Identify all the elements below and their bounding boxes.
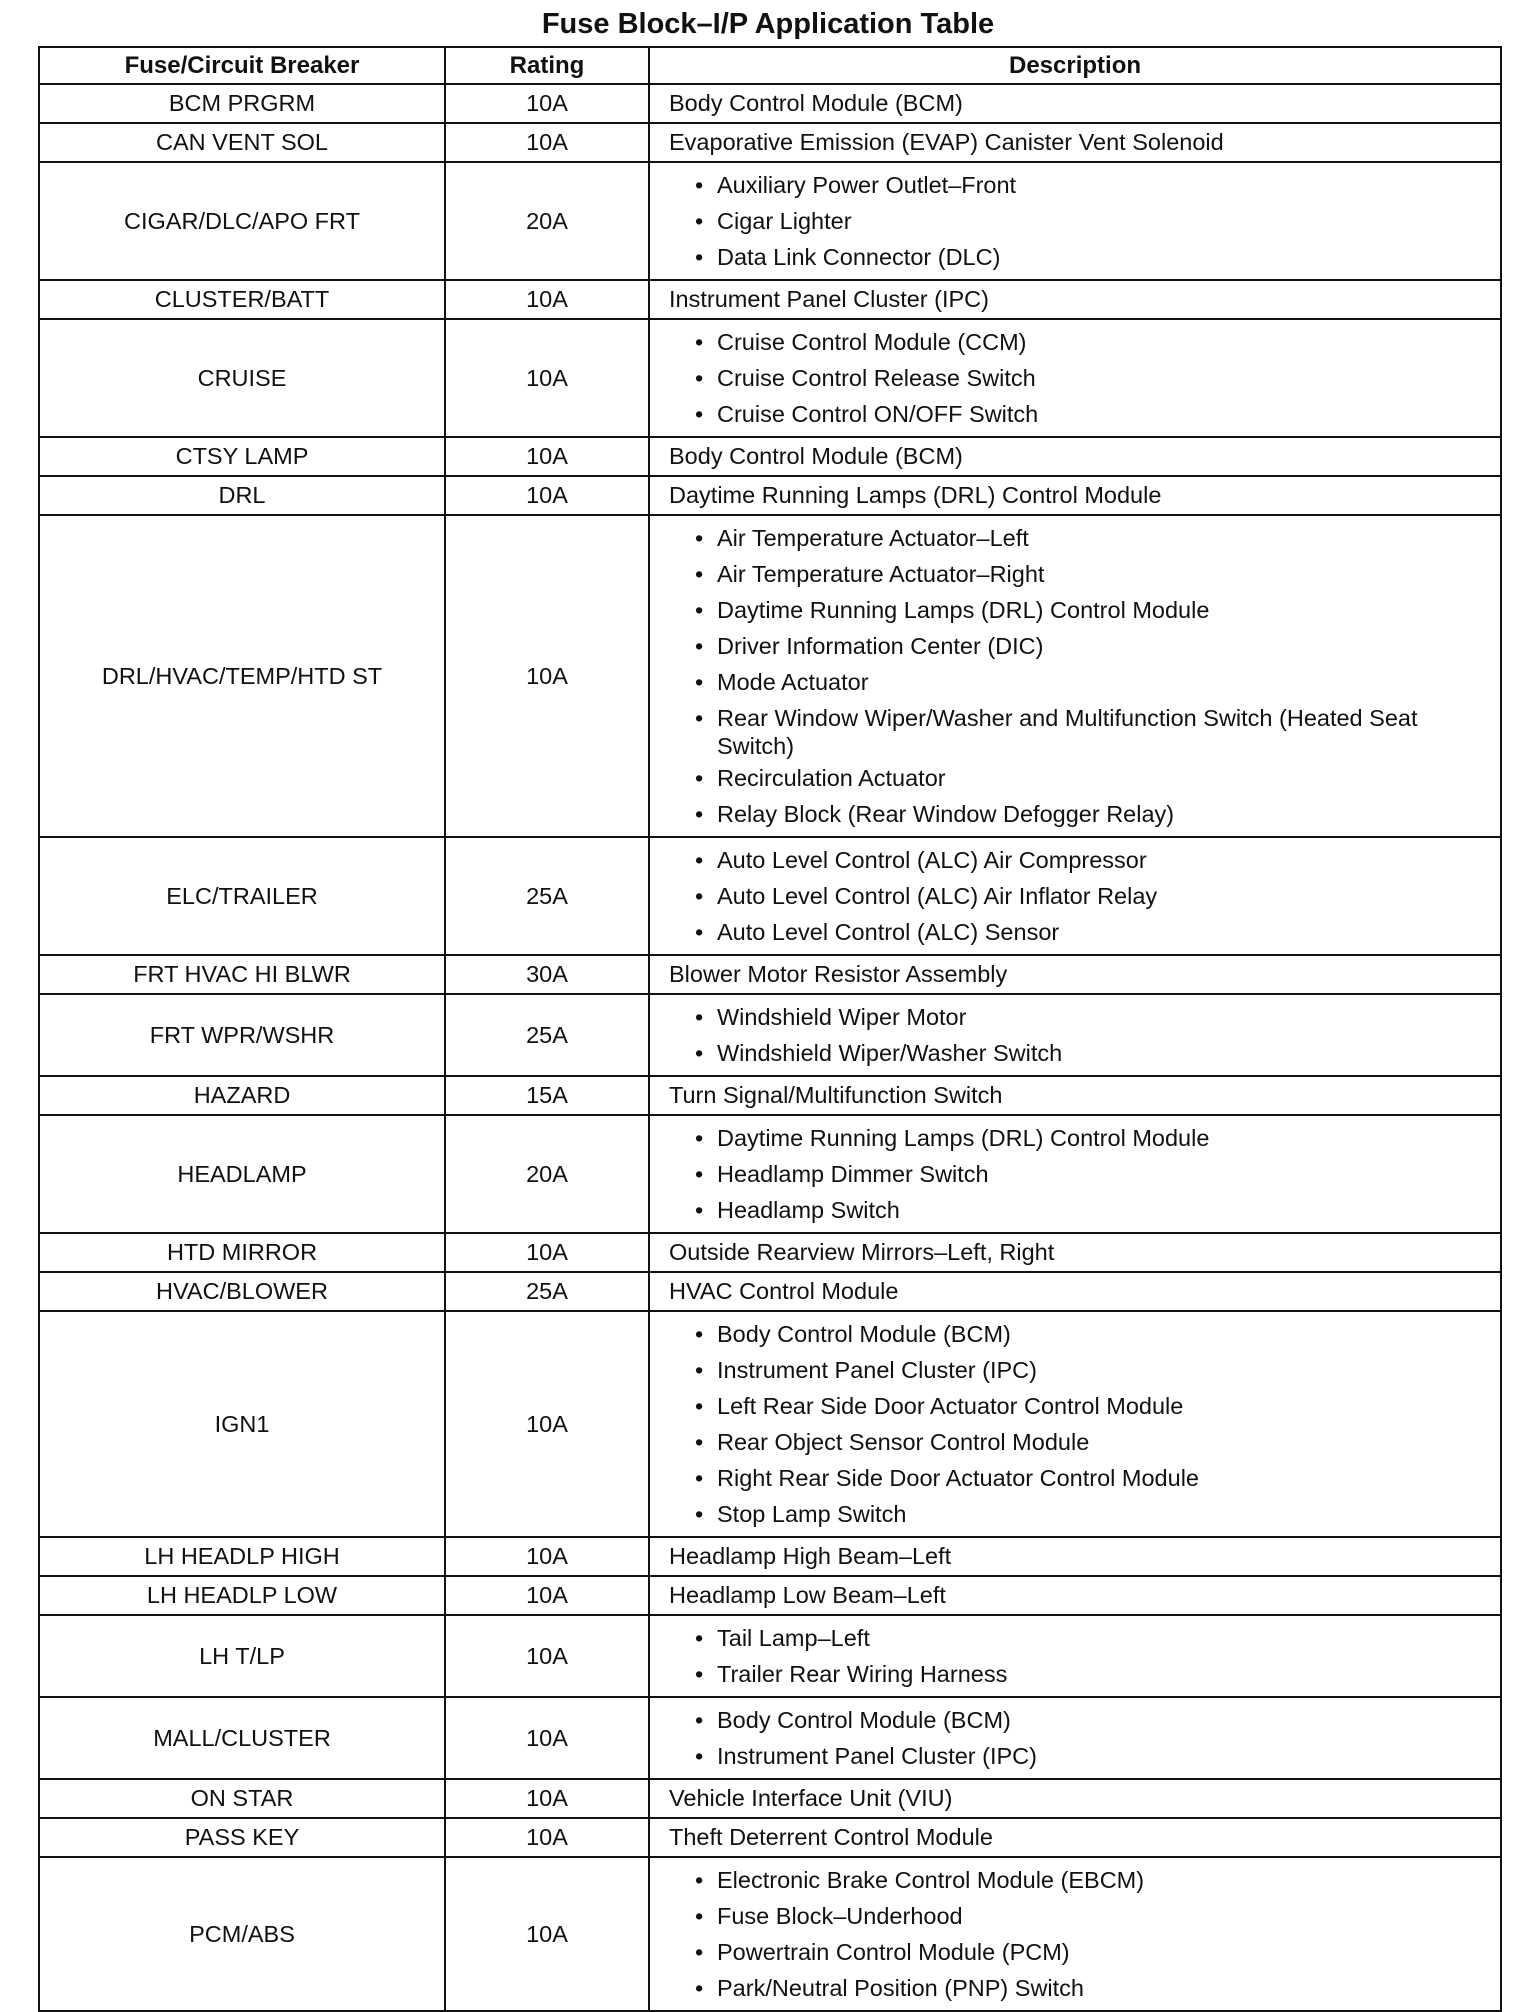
description-list-item: • Driver Information Center (DIC): [695, 628, 1490, 664]
description-cell: Turn Signal/Multifunction Switch: [649, 1076, 1501, 1115]
table-row: [39, 837, 1501, 955]
fuse-name-cell: CAN VENT SOL: [39, 123, 445, 162]
rating-cell: 10A: [445, 123, 649, 162]
description-cell: [649, 515, 1501, 837]
description-list-item: • Data Link Connector (DLC): [695, 239, 1490, 275]
table-row: [39, 1615, 1501, 1697]
description-list-item: • Stop Lamp Switch: [695, 1496, 1490, 1532]
description-cell: [649, 1115, 1501, 1233]
description-cell: Theft Deterrent Control Module: [649, 1818, 1501, 1857]
fuse-name-cell: LH T/LP: [39, 1615, 445, 1697]
rating-cell: 25A: [445, 837, 649, 955]
description-list-item: • Recirculation Actuator: [695, 760, 1490, 796]
table-body: [39, 84, 1501, 2011]
description-list-item: • Powertrain Control Module (PCM): [695, 1934, 1490, 1970]
rating-cell: 10A: [445, 1818, 649, 1857]
description-cell: Body Control Module (BCM): [649, 84, 1501, 123]
fuse-name-cell: HAZARD: [39, 1076, 445, 1115]
description-list-item: • Park/Neutral Position (PNP) Switch: [695, 1970, 1490, 2006]
fuse-name-cell: MALL/CLUSTER: [39, 1697, 445, 1779]
fuse-name-cell: IGN1: [39, 1311, 445, 1537]
description-list: [669, 838, 1490, 954]
rating-cell: 25A: [445, 1272, 649, 1311]
description-list: [669, 1858, 1490, 2010]
table-row: [39, 1537, 1501, 1576]
description-list-item: • Auto Level Control (ALC) Air Compressor: [695, 842, 1490, 878]
fuse-name-cell: HTD MIRROR: [39, 1233, 445, 1272]
rating-cell: 30A: [445, 955, 649, 994]
description-cell: [649, 1857, 1501, 2011]
description-cell: Blower Motor Resistor Assembly: [649, 955, 1501, 994]
fuse-application-table: [38, 46, 1502, 2012]
description-list-item: • Instrument Panel Cluster (IPC): [695, 1352, 1490, 1388]
table-row: [39, 162, 1501, 280]
table-row: [39, 280, 1501, 319]
table-row: [39, 1818, 1501, 1857]
description-list-item: • Headlamp Switch: [695, 1192, 1490, 1228]
fuse-name-cell: DRL/HVAC/TEMP/HTD ST: [39, 515, 445, 837]
description-cell: [649, 837, 1501, 955]
description-list-item: • Instrument Panel Cluster (IPC): [695, 1738, 1490, 1774]
header-description: Description: [649, 47, 1501, 84]
rating-cell: 10A: [445, 1537, 649, 1576]
rating-cell: 20A: [445, 162, 649, 280]
fuse-name-cell: CRUISE: [39, 319, 445, 437]
table-row: [39, 84, 1501, 123]
fuse-name-cell: HVAC/BLOWER: [39, 1272, 445, 1311]
description-cell: Evaporative Emission (EVAP) Canister Vent Solenoid: [649, 123, 1501, 162]
description-list-item: • Daytime Running Lamps (DRL) Control Module: [695, 1120, 1490, 1156]
description-list: [669, 1116, 1490, 1232]
description-list-item: • Left Rear Side Door Actuator Control Module: [695, 1388, 1490, 1424]
table-row: [39, 1311, 1501, 1537]
table-row: [39, 1779, 1501, 1818]
description-list-item: • Cruise Control Release Switch: [695, 360, 1490, 396]
description-cell: [649, 1311, 1501, 1537]
description-cell: [649, 1697, 1501, 1779]
table-row: [39, 437, 1501, 476]
fuse-name-cell: BCM PRGRM: [39, 84, 445, 123]
description-list-item: • Body Control Module (BCM): [695, 1702, 1490, 1738]
header-fuse: Fuse/Circuit Breaker: [39, 47, 445, 84]
description-list-item: • Fuse Block–Underhood: [695, 1898, 1490, 1934]
rating-cell: 10A: [445, 84, 649, 123]
description-list: [669, 1616, 1490, 1696]
description-list: [669, 320, 1490, 436]
description-list-item: • Auto Level Control (ALC) Sensor: [695, 914, 1490, 950]
table-row: [39, 1233, 1501, 1272]
rating-cell: 10A: [445, 1697, 649, 1779]
fuse-name-cell: FRT WPR/WSHR: [39, 994, 445, 1076]
description-list: [669, 1312, 1490, 1536]
description-cell: [649, 162, 1501, 280]
description-list-item: • Windshield Wiper/Washer Switch: [695, 1035, 1490, 1071]
table-row: [39, 123, 1501, 162]
rating-cell: 10A: [445, 319, 649, 437]
fuse-name-cell: CIGAR/DLC/APO FRT: [39, 162, 445, 280]
rating-cell: 10A: [445, 476, 649, 515]
description-list-item: • Mode Actuator: [695, 664, 1490, 700]
description-list-item: • Trailer Rear Wiring Harness: [695, 1656, 1490, 1692]
table-row: [39, 1697, 1501, 1779]
rating-cell: 20A: [445, 1115, 649, 1233]
table-row: [39, 1115, 1501, 1233]
description-list: [669, 995, 1490, 1075]
description-cell: Headlamp High Beam–Left: [649, 1537, 1501, 1576]
description-list-item: • Right Rear Side Door Actuator Control Module: [695, 1460, 1490, 1496]
fuse-name-cell: LH HEADLP LOW: [39, 1576, 445, 1615]
table-row: [39, 1076, 1501, 1115]
table-row: [39, 1576, 1501, 1615]
table-row: [39, 319, 1501, 437]
rating-cell: 25A: [445, 994, 649, 1076]
description-list-item: • Headlamp Dimmer Switch: [695, 1156, 1490, 1192]
description-list: [669, 516, 1490, 836]
page-title: Fuse Block–I/P Application Table: [541, 8, 995, 40]
description-list-item: • Daytime Running Lamps (DRL) Control Module: [695, 592, 1490, 628]
description-cell: Daytime Running Lamps (DRL) Control Module: [649, 476, 1501, 515]
description-cell: [649, 319, 1501, 437]
table-row: [39, 476, 1501, 515]
rating-cell: 10A: [445, 280, 649, 319]
rating-cell: 10A: [445, 515, 649, 837]
rating-cell: 10A: [445, 1311, 649, 1537]
description-list-item: • Auto Level Control (ALC) Air Inflator Relay: [695, 878, 1490, 914]
rating-cell: 10A: [445, 1615, 649, 1697]
rating-cell: 10A: [445, 1857, 649, 2011]
description-cell: [649, 1615, 1501, 1697]
description-cell: [649, 994, 1501, 1076]
table-row: [39, 1272, 1501, 1311]
header-rating: Rating: [445, 47, 649, 84]
description-list-item: • Rear Object Sensor Control Module: [695, 1424, 1490, 1460]
fuse-name-cell: ELC/TRAILER: [39, 837, 445, 955]
table-header-row: [39, 47, 1501, 84]
description-list-item: • Electronic Brake Control Module (EBCM): [695, 1862, 1490, 1898]
description-cell: Vehicle Interface Unit (VIU): [649, 1779, 1501, 1818]
description-list: [669, 163, 1490, 279]
description-list-item: • Auxiliary Power Outlet–Front: [695, 167, 1490, 203]
table-row: [39, 515, 1501, 837]
rating-cell: 10A: [445, 1576, 649, 1615]
rating-cell: 15A: [445, 1076, 649, 1115]
fuse-name-cell: CTSY LAMP: [39, 437, 445, 476]
table-row: [39, 994, 1501, 1076]
description-cell: Outside Rearview Mirrors–Left, Right: [649, 1233, 1501, 1272]
fuse-name-cell: HEADLAMP: [39, 1115, 445, 1233]
rating-cell: 10A: [445, 1779, 649, 1818]
rating-cell: 10A: [445, 437, 649, 476]
fuse-name-cell: FRT HVAC HI BLWR: [39, 955, 445, 994]
description-list-item: • Cigar Lighter: [695, 203, 1490, 239]
rating-cell: 10A: [445, 1233, 649, 1272]
table-row: [39, 955, 1501, 994]
description-list: [669, 1698, 1490, 1778]
fuse-name-cell: LH HEADLP HIGH: [39, 1537, 445, 1576]
description-list-item: • Tail Lamp–Left: [695, 1620, 1490, 1656]
description-list-item: • Body Control Module (BCM): [695, 1316, 1490, 1352]
description-list-item: • Air Temperature Actuator–Right: [695, 556, 1490, 592]
description-cell: Body Control Module (BCM): [649, 437, 1501, 476]
description-list-item: • Relay Block (Rear Window Defogger Relay): [695, 796, 1490, 832]
description-list-item: • Air Temperature Actuator–Left: [695, 520, 1490, 556]
fuse-name-cell: PASS KEY: [39, 1818, 445, 1857]
description-cell: Headlamp Low Beam–Left: [649, 1576, 1501, 1615]
fuse-name-cell: ON STAR: [39, 1779, 445, 1818]
fuse-name-cell: DRL: [39, 476, 445, 515]
description-list-item: • Windshield Wiper Motor: [695, 999, 1490, 1035]
description-list-item: • Cruise Control Module (CCM): [695, 324, 1490, 360]
description-cell: HVAC Control Module: [649, 1272, 1501, 1311]
fuse-name-cell: CLUSTER/BATT: [39, 280, 445, 319]
description-cell: Instrument Panel Cluster (IPC): [649, 280, 1501, 319]
fuse-name-cell: PCM/ABS: [39, 1857, 445, 2011]
description-list-item: • Rear Window Wiper/Washer and Multifunction Switch (Heated Seat Switch): [695, 700, 1490, 760]
description-list-item: • Cruise Control ON/OFF Switch: [695, 396, 1490, 432]
table-row: [39, 1857, 1501, 2011]
